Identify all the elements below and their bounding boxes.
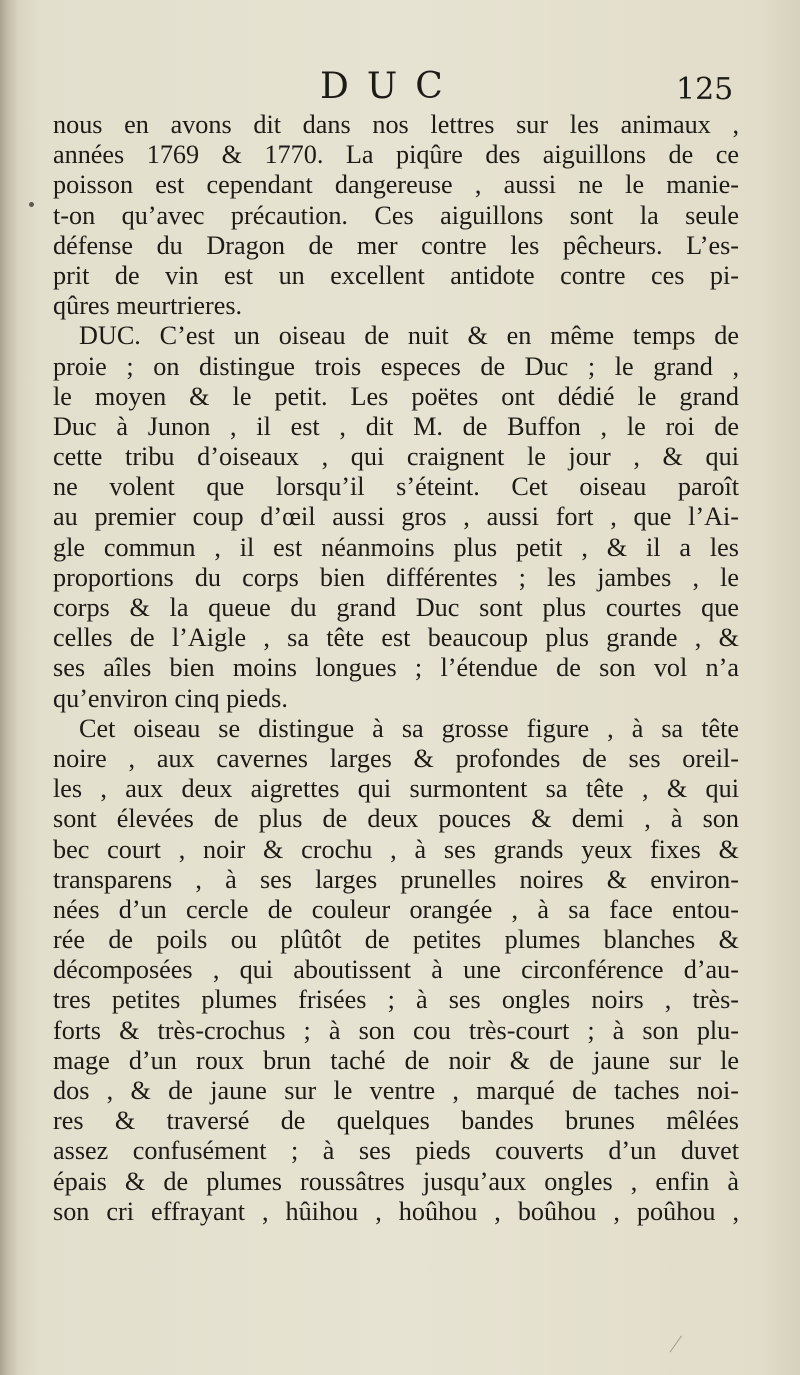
text-line: res & traversé de quelques bandes brunes mêlées [53, 1106, 739, 1136]
text-line: mage d’un roux brun taché de noir & de jaune sur le [53, 1045, 739, 1075]
text-line: sont élevées de plus de deux pouces & demi , à son [53, 804, 739, 834]
text-line: forts & très-crochus ; à son cou très-court ; à son plu- [53, 1015, 739, 1045]
text-line: Duc à Junon , il est , dit M. de Buffon , le roi de [53, 411, 739, 441]
text-line: les , aux deux aigrettes qui surmontent sa tête , & qui [53, 774, 739, 804]
text-line: cette tribu d’oiseaux , qui craignent le jour , & qui [53, 442, 739, 472]
text-line: prit de vin est un excellent antidote contre ces pi- [53, 260, 739, 290]
margin-ink-dot [29, 202, 34, 207]
entry-heading-line: DUC. C’est un oiseau de nuit & en même temps de [79, 321, 739, 351]
text-line: noire , aux cavernes larges & profondes de ses oreil- [53, 743, 739, 773]
text-line: années 1769 & 1770. La piqûre des aiguillons de ce [53, 140, 739, 170]
text-line: dos , & de jaune sur le ventre , marqué de taches noi- [53, 1076, 739, 1105]
text-line: ses aîles bien moins longues ; l’étendue de son vol n’a [53, 653, 739, 683]
text-line: celles de l’Aigle , sa tête est beaucoup plus grande , & [53, 623, 739, 653]
page-header [40, 66, 740, 114]
text-line: nées d’un cercle de couleur orangée , à sa face entou- [53, 894, 739, 924]
paragraph-start-line: Cet oiseau se distingue à sa grosse figure , à sa tête [79, 713, 739, 743]
text-line: décomposées , qui aboutissent à une circonférence d’au- [53, 955, 739, 985]
text-line: t-on qu’avec précaution. Ces aiguillons sont la seule [53, 200, 739, 230]
text-line: proie ; on distingue trois especes de Duc ; le grand , [53, 351, 739, 381]
text-line: tres petites plumes frisées ; à ses ongles noirs , très- [53, 985, 739, 1015]
text-line: transparens , à ses larges prunelles noires & environ- [53, 864, 739, 894]
text-line: qûres meurtrieres. [53, 291, 243, 321]
text-line: poisson est cependant dangereuse , aussi ne le manie- [53, 170, 739, 200]
text-line: gle commun , il est néanmoins plus petit , & il a les [53, 532, 739, 562]
page-number: 125 [676, 72, 734, 107]
running-head: DUC [320, 66, 461, 107]
text-line: le moyen & le petit. Les poëtes ont dédié le grand [53, 381, 739, 411]
text-line: son cri effrayant , hûihou , hoûhou , boûhou , poûhou , [53, 1196, 739, 1226]
text-line: nous en avons dit dans nos lettres sur les animaux , [53, 110, 739, 139]
text-line: défense du Dragon de mer contre les pêcheurs. L’es- [53, 230, 739, 260]
text-line: épais & de plumes roussâtres jusqu’aux ongles , enfin à [53, 1166, 739, 1196]
stray-pencil-mark [670, 1336, 694, 1361]
body-text [53, 110, 739, 1227]
text-line: corps & la queue du grand Duc sont plus courtes que [53, 593, 739, 622]
page-gutter [0, 0, 18, 1375]
text-line: assez confusément ; à ses pieds couverts d’un duvet [53, 1136, 739, 1166]
text-line: bec court , noir & crochu , à ses grands yeux fixes & [53, 834, 739, 864]
text-line: proportions du corps bien différentes ; les jambes , le [53, 562, 739, 592]
text-line: qu’environ cinq pieds. [53, 683, 288, 713]
text-line: ne volent que lorsqu’il s’éteint. Cet oiseau paroît [53, 472, 739, 502]
text-line: au premier coup d’œil aussi gros , aussi fort , que l’Ai- [53, 502, 739, 532]
text-line: rée de poils ou plûtôt de petites plumes blanches & [53, 925, 739, 955]
